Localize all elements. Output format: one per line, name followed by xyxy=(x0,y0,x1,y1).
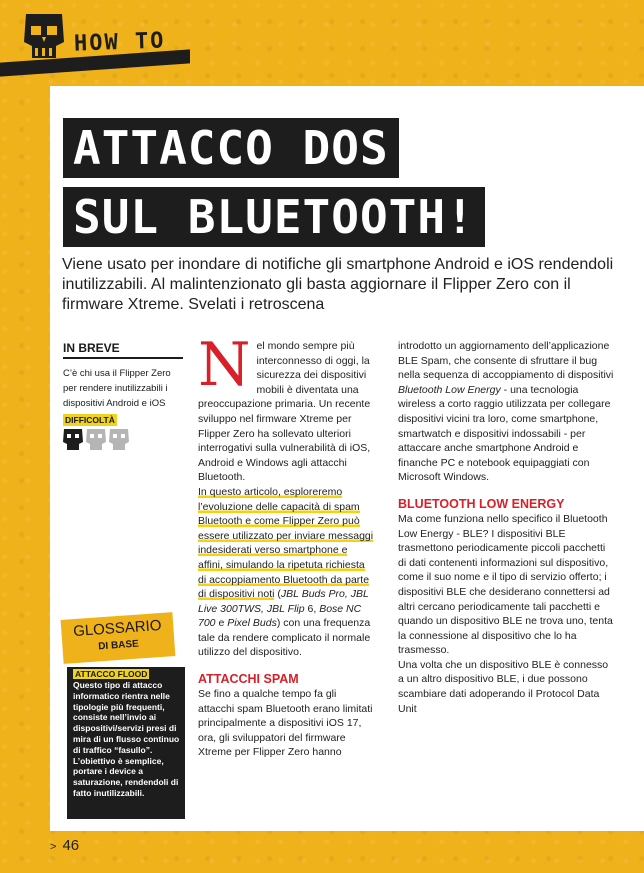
page-number xyxy=(50,837,79,854)
text-fragment: ) con una frequenza tale da rendere complicato il normale utilizzo del dispositivo. xyxy=(198,617,371,659)
glossary-title: GLOSSARIO xyxy=(72,616,162,641)
drop-cap: N xyxy=(198,330,251,400)
heading-attacchi-spam: ATTACCHI SPAM xyxy=(198,672,299,687)
glossary-subtitle: DI BASE xyxy=(97,638,140,653)
title-line-2: SUL BLUETOOTH! xyxy=(63,187,485,247)
difficulty-skull-icon xyxy=(86,429,106,450)
text-fragment: ( xyxy=(274,588,281,601)
arrow-icon: > xyxy=(50,841,57,853)
glossary-term: ATTACCO FLOOD xyxy=(75,669,148,679)
difficulty-label: DIFFICOLTÀ xyxy=(65,415,115,425)
emphasis: Bluetooth Low Energy xyxy=(398,383,501,396)
difficulty-rating xyxy=(63,428,133,452)
page-number-value: 46 xyxy=(62,837,80,854)
section-label: HOW TO xyxy=(73,28,166,57)
glossary-tag xyxy=(61,612,176,664)
text-fragment: 6, xyxy=(304,602,320,615)
in-breve-heading: IN BREVE xyxy=(63,341,183,359)
difficulty-skull-icon xyxy=(109,429,129,450)
subtitle: Viene usato per inondare di notifiche gli smartphone Android e iOS rendendoli inutilizzabili. Al malintenzionato gli basta aggiornare il Flipper Zero con il firmware Xtreme. Svelati i retroscena xyxy=(62,256,614,313)
device-names: Bose NC 700 xyxy=(198,602,362,630)
paragraph-spam: Se fino a qualche tempo fa gli attacchi spam Bluetooth erano limitati principalmente a dispositivi iOS 17, ora, gli sviluppatori del firmware Xtreme per Flipper Zero hanno xyxy=(198,688,373,759)
paragraph-pdu: Una volta che un dispositivo BLE è connesso a un altro dispositivo BLE, i due possono scambiare dati adoperando il Protocol Data Unit xyxy=(398,658,609,715)
highlighted-text: In questo articolo, esploreremo l’evoluzione delle capacità di spam Bluetooth e come Flipper Zero può essere utilizzato per inviare messaggi indesiderati verso smartphone e affini, simulando la ripetuta richiesta di accoppiamento Bluetooth da parte di dispositivi noti xyxy=(198,485,374,601)
title-line-1: ATTACCO DOS xyxy=(63,118,399,178)
paragraph-intro: el mondo sempre più interconnesso di oggi, la sicurezza dei dispositivi mobili è diventata una preoccupazione primaria. Un recente sviluppo nel firmware Xtreme per Flipper Zero ha sollevato ulteriori interrogativi sulla vulnerabilità di iOS, Android e Windows agli attacchi Bluetooth. xyxy=(198,340,371,484)
article-column-2 xyxy=(398,339,614,716)
glossary-definition: Questo tipo di attacco informatico rientra nelle tipologie più frequenti, consiste nell’invio ai dispositivi/servizi presi di mira di un flusso continuo di traffico “fasullo”. L’obiettivo è semplice, portare i device a saturazione, rendendoli di fatto inutilizzabili. xyxy=(73,680,180,798)
text-fragment: e xyxy=(215,617,228,630)
device-names: Pixel Buds xyxy=(227,617,277,630)
in-breve-text: C’è chi usa il Flipper Zero per rendere inutilizzabili i dispositivi Android e iOS xyxy=(63,368,171,409)
text-fragment: introdotto un aggiornamento dell’applicazione BLE Spam, che consente di sfruttare il bug nella sequenza di accoppiamento di dispositivi xyxy=(398,340,614,382)
paragraph-update xyxy=(398,339,614,485)
article-column-1 xyxy=(198,330,374,760)
paragraph-highlight xyxy=(198,485,374,660)
device-names: JBL Buds Pro, JBL Live 300TWS, JBL Flip xyxy=(198,588,369,615)
difficulty-skull-icon xyxy=(63,429,83,450)
text-fragment: - una tecnologia wireless a corto raggio utilizzata per collegare dispositivi vicini tra loro, come smartphone, smartwatch e dispositivi indossabili - per attaccare anche smartphone Android e finanche PC e notebook equipaggiati con Microsoft Windows. xyxy=(398,383,611,484)
skull-icon xyxy=(22,12,66,64)
heading-ble: BLUETOOTH LOW ENERGY xyxy=(398,496,565,511)
paragraph-ble: Ma come funziona nello specifico il Bluetooth Low Energy - BLE? I dispositivi BLE trasmettono periodicamente piccoli pacchetti di dati contenenti informazioni sul dispositivo, come il suo nome e il tipo di servizio offerto; i dispositivi BLE che desiderano connettersi ad altri cercano periodicamente tali pacchetti e quando un dispositivo BLE ne trova uno, tenta la connessione al dispositivo che lo ha trasmesso. xyxy=(398,512,613,657)
